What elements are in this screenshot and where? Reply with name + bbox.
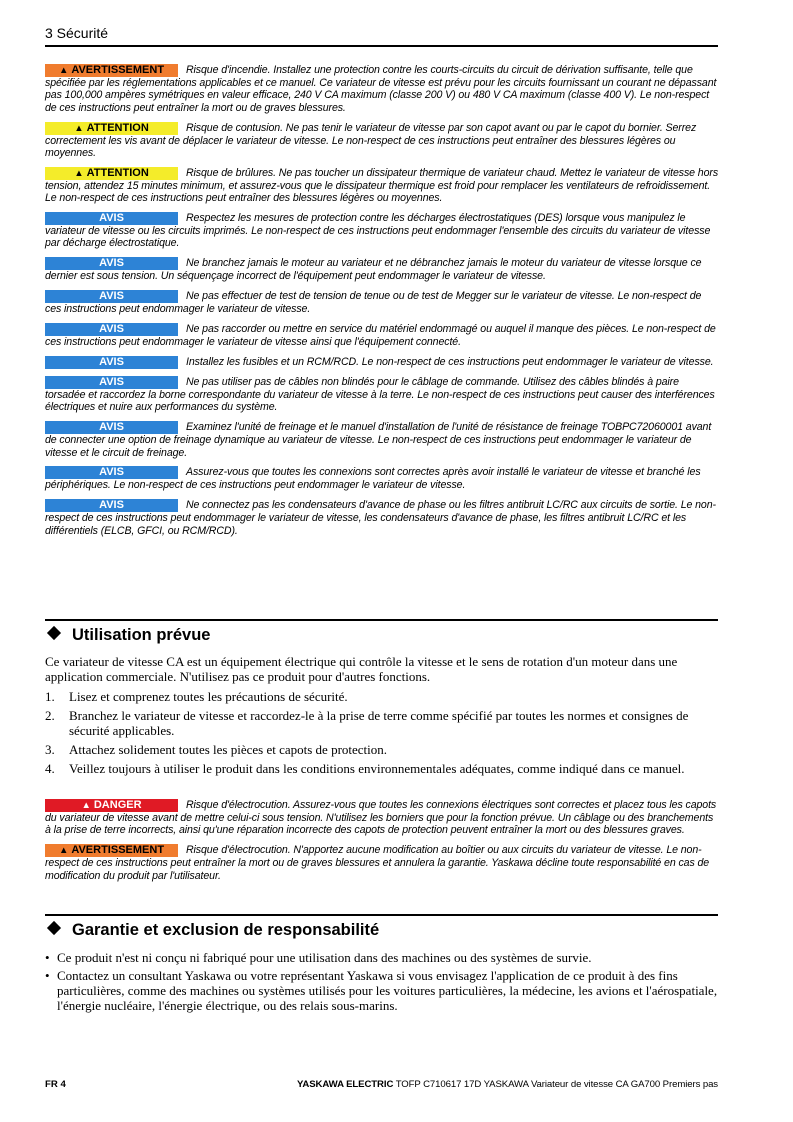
notice-notice bbox=[45, 421, 718, 459]
notice-badge-notice bbox=[45, 323, 178, 336]
list-item bbox=[45, 761, 718, 776]
notice-badge-notice bbox=[45, 257, 178, 270]
notice-notice bbox=[45, 376, 718, 414]
notice-badge-caution bbox=[45, 122, 178, 135]
notice-notice bbox=[45, 466, 718, 491]
list-number: 1. bbox=[45, 689, 55, 704]
notice-notice bbox=[45, 257, 718, 282]
footer-doc-title: TOFP C710617 17D YASKAWA Variateur de vitesse CA GA700 Premiers pas bbox=[395, 1079, 718, 1090]
notice-badge-warning bbox=[45, 844, 178, 857]
list-number: 3. bbox=[45, 742, 55, 757]
notice-label: AVIS bbox=[99, 499, 124, 512]
notice-label: AVIS bbox=[99, 257, 124, 270]
page-number: FR 4 bbox=[45, 1079, 66, 1090]
section-warranty-title: Garantie et exclusion de responsabilité bbox=[45, 914, 718, 940]
footer-brand: YASKAWA ELECTRIC bbox=[296, 1079, 394, 1090]
notice-notice bbox=[45, 212, 718, 250]
notice-text: Installez les fusibles et un RCM/RCD. Le non-respect de ces instructions peut endommager le variateur de vitesse. bbox=[186, 355, 714, 368]
list-text: Lisez et comprenez toutes les précautions de sécurité. bbox=[69, 689, 348, 704]
notice-warning bbox=[45, 64, 718, 114]
notice-badge-notice bbox=[45, 466, 178, 479]
notice-label: ATTENTION bbox=[86, 166, 149, 179]
notice-text: Risque d'incendie. Installez une protection contre les courts-circuits du circuit de dérivation suffisante, telle que spécifiée par les réglementations applicables et ce manuel. Ce variateur de vitesse est prévu pour les circuits fournissant un courant ne dépassant pas 100,000 ampères symétriques en valeur efficace, 240 V CA maximum (classe 200 V) ou 480 V CA maximum (classe 400 V). Le non-respect de ces instructions peut entraîner la mort ou de graves blessures. bbox=[45, 64, 717, 114]
intended-use-intro: Ce variateur de vitesse CA est un équipement électrique qui contrôle la vitesse et le sens de rotation d'un moteur dans une application commerciale. N'utilisez pas ce produit pour d'autres fonctions. bbox=[45, 654, 678, 684]
section-heading: 3 Sécurité bbox=[45, 25, 109, 41]
intended-use-body bbox=[45, 654, 718, 780]
notice-label: AVIS bbox=[99, 355, 124, 368]
warranty-bullets bbox=[45, 950, 718, 1016]
list-text: Attachez solidement toutes les pièces et capots de protection. bbox=[69, 742, 388, 757]
notice-badge-notice bbox=[45, 212, 178, 225]
notice-badge-notice bbox=[45, 290, 178, 303]
list-number: 2. bbox=[45, 708, 55, 723]
notice-label: DANGER bbox=[93, 799, 142, 811]
notice-notice bbox=[45, 356, 718, 369]
notice-badge-warning bbox=[45, 64, 178, 77]
notice-badge-notice bbox=[45, 499, 178, 512]
warning-triangle-icon: ▲ bbox=[81, 800, 91, 811]
bullet-text: Contactez un consultant Yaskawa ou votre représentant Yaskawa si vous envisagez l'application de ce produit à des fins particulières, comme des machines ou systèmes utilisés pour les voitures particulières, la médecine, les avions et l'aérospatiale, l'énergie nucléaire, l'énergie électrique, ou des relais sous-marins. bbox=[57, 968, 718, 1013]
notice-badge-caution bbox=[45, 167, 178, 180]
notice-text: Risque de brûlures. Ne pas toucher un dissipateur thermique de variateur chaud. Mettez le variateur de vitesse hors tension, attendez 15 minutes minimum, et assurez-vous que le dissipateur thermique est froid pour remplacer les ventilateurs de refroidissement. Le non-respect de ces instructions peut entraîner des blessures légères ou moyennes. bbox=[45, 166, 719, 205]
list-text: Branchez le variateur de vitesse et raccordez-le à la prise de terre comme spécifié par toutes les normes et consignes de sécurité applicables. bbox=[69, 708, 689, 738]
page-footer bbox=[45, 1079, 718, 1095]
warning-triangle-icon: ▲ bbox=[74, 167, 84, 179]
list-item bbox=[45, 689, 718, 704]
notice-text: Ne pas raccorder ou mettre en service du matériel endommagé ou auquel il manque des pièces. Le non-respect de ces instructions peut endommager le variateur de vitesse ainsi que l'équipement connecté. bbox=[45, 322, 716, 348]
intended-use-steps bbox=[45, 689, 718, 776]
warning-triangle-icon: ▲ bbox=[58, 845, 69, 857]
notice-text: Ne branchez jamais le moteur au variateur et ne débranchez jamais le moteur du variateur de vitesse lorsque ce dernier est sous tension. Un séquençage incorrect de l'équipement peut endommager le variateur de vitesse. bbox=[45, 257, 702, 283]
notice-warning bbox=[45, 844, 718, 882]
list-number: 4. bbox=[45, 761, 55, 776]
list-item bbox=[45, 742, 718, 757]
bullet-item bbox=[45, 950, 718, 965]
notice-label: AVIS bbox=[99, 322, 124, 335]
diamond-bullet-icon bbox=[47, 921, 61, 935]
warning-triangle-icon: ▲ bbox=[58, 65, 69, 76]
notice-badge-notice bbox=[45, 376, 178, 389]
footer-doc-info bbox=[297, 1079, 718, 1090]
notice-danger bbox=[45, 799, 718, 837]
bullet-text: Ce produit n'est ni conçu ni fabriqué pour une utilisation dans des machines ou des systèmes de survie. bbox=[57, 950, 592, 965]
notice-label: AVIS bbox=[99, 376, 124, 388]
safety-notices bbox=[45, 64, 718, 544]
notice-label: AVIS bbox=[99, 466, 124, 479]
intended-use-notices bbox=[45, 799, 718, 889]
bullet-item bbox=[45, 968, 718, 1013]
notice-text: Ne pas effectuer de test de tension de tenue ou de test de Megger sur le variateur de vitesse. Le non-respect de ces instructions peut endommager le variateur de vitesse. bbox=[45, 290, 702, 316]
notice-badge-notice bbox=[45, 356, 178, 369]
notice-text: Respectez les mesures de protection contre les décharges électrostatiques (DES) lorsque vous manipulez le variateur de vitesse ou les circuits imprimés. Le non-respect de ces instructions peut endommager l'ensemble des circuits du variateur de vitesse par décharge électrostatique. bbox=[45, 212, 711, 250]
section-intended-use-title: Utilisation prévue bbox=[45, 619, 718, 645]
notice-label: AVERTISSEMENT bbox=[71, 64, 165, 76]
list-item bbox=[45, 708, 718, 738]
notice-text: Ne connectez pas les condensateurs d'avance de phase ou les filtres antibruit LC/RC aux circuits de sortie. Le non-respect de ces instructions peut endommager le variateur de vitesse, les condensateurs d'avance de phase, les filtres antibruit LC/RC et les différentiels (ELCB, GFCI, ou RCM/RCD). bbox=[45, 499, 716, 537]
notice-text: Risque d'électrocution. N'apportez aucune modification au boîtier ou aux circuits du variateur de vitesse. Le non-respect de ces instructions peut entraîner la mort ou de graves blessures et annulera la garantie. Yaskawa décline toute responsabilité en cas de modification du produit par l'utilisateur. bbox=[45, 844, 710, 882]
notice-caution bbox=[45, 122, 718, 160]
notice-notice bbox=[45, 290, 718, 315]
page-header bbox=[45, 24, 718, 47]
bullet-dot-icon: • bbox=[45, 950, 50, 965]
notice-notice bbox=[45, 323, 718, 348]
notice-caution bbox=[45, 167, 718, 205]
notice-text: Assurez-vous que toutes les connexions sont correctes après avoir installé le variateur de vitesse et branché les périphériques. Le non-respect de ces instructions peut endommager le variateur de vitesse. bbox=[45, 466, 701, 492]
notice-text: Risque de contusion. Ne pas tenir le variateur de vitesse par son capot avant ou par le capot du bornier. Serrez correctement les vis avant de déplacer le variateur de vitesse. Le non-respect de ces instructions peut entraîner des blessures légères ou moyennes. bbox=[45, 121, 697, 160]
notice-text: Examinez l'unité de freinage et le manuel d'installation de l'unité de résistance de freinage TOBPC72060001 avant de connecter une option de freinage dynamique au variateur de vitesse. Le non-respect de ces instructions peut endommager le variateur de vitesse et le circuit de freinage. bbox=[45, 421, 712, 459]
notice-label: AVIS bbox=[99, 421, 124, 434]
notice-label: AVIS bbox=[99, 212, 124, 225]
notice-label: AVERTISSEMENT bbox=[71, 844, 165, 857]
notice-label: AVIS bbox=[99, 290, 124, 303]
notice-badge-danger bbox=[45, 799, 178, 812]
notice-label: ATTENTION bbox=[86, 121, 149, 134]
warning-triangle-icon: ▲ bbox=[74, 122, 84, 134]
bullet-dot-icon: • bbox=[45, 968, 50, 983]
list-text: Veillez toujours à utiliser le produit dans les conditions environnementales adéquates, comme indiqué dans ce manuel. bbox=[69, 761, 685, 776]
notice-notice bbox=[45, 499, 718, 537]
diamond-bullet-icon bbox=[47, 626, 61, 640]
notice-badge-notice bbox=[45, 421, 178, 434]
notice-text: Ne pas utiliser pas de câbles non blindés pour le câblage de commande. Utilisez des câbles blindés à paire torsadée et raccordez la borne correspondante du variateur de vitesse à la terre. Le non-respect de ces instructions peut causer des interférences électriques et nuire aux performances du système. bbox=[45, 376, 715, 414]
notice-text: Risque d'électrocution. Assurez-vous que toutes les connexions électriques sont correctes et placez tous les capots du variateur de vitesse avant de mettre celui-ci sous tension. N'utilisez les borniers que pour la fonction prévue. Un câblage ou des branchements à la prise de terre incorrects, ainsi qu'une réparation incorrecte des capots de protection peuvent entraîner la mort ou des blessures graves. bbox=[45, 799, 717, 837]
